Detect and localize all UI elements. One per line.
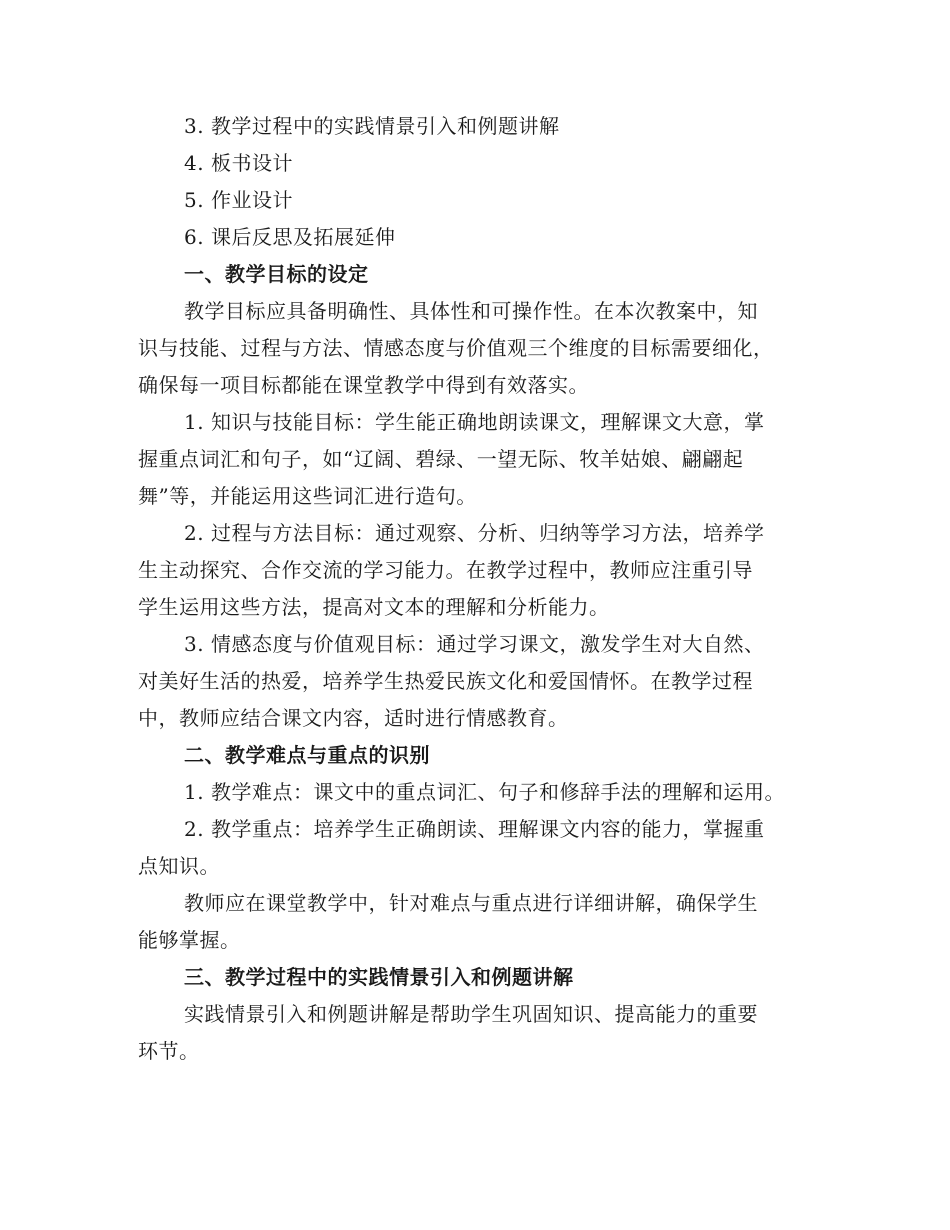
list-item: 5. 作业设计	[184, 188, 293, 212]
paragraph	[138, 515, 818, 626]
text-line: 教学目标应具备明确性、具体性和可操作性。在本次教案中，知	[184, 299, 758, 323]
text-line: 2. 过程与方法目标：通过观察、分析、归纳等学习方法，培养学	[184, 521, 765, 545]
section-heading: 一、教学目标的设定	[184, 262, 369, 286]
paragraph	[138, 626, 818, 737]
text-line: 生主动探究、合作交流的学习能力。在教学过程中，教师应注重引导	[138, 558, 753, 582]
list-item: 6. 课后反思及拓展延伸	[184, 225, 396, 249]
text-line: 能够掌握。	[138, 928, 241, 952]
text-line: 舞”等，并能运用这些词汇进行造句。	[138, 484, 477, 508]
text-line: 握重点词汇和句子，如“辽阔、碧绿、一望无际、牧羊姑娘、翩翩起	[138, 447, 744, 471]
text-line: 中，教师应结合课文内容，适时进行情感教育。	[138, 706, 569, 730]
text-line: 教师应在课堂教学中，针对难点与重点进行详细讲解，确保学生	[184, 891, 758, 915]
text-line: 识与技能、过程与方法、情感态度与价值观三个维度的目标需要细化，	[138, 336, 774, 360]
text-line: 环节。	[138, 1039, 200, 1063]
paragraph	[138, 885, 818, 959]
text-line: 2. 教学重点：培养学生正确朗读、理解课文内容的能力，掌握重	[184, 817, 765, 841]
text-line: 确保每一项目标都能在课堂教学中得到有效落实。	[138, 373, 589, 397]
section-heading: 三、教学过程中的实践情景引入和例题讲解	[184, 965, 574, 989]
document-body	[138, 108, 818, 1070]
list-item: 4. 板书设计	[184, 151, 293, 175]
paragraph	[138, 293, 818, 404]
text-line: 3. 情感态度与价值观目标：通过学习课文，激发学生对大自然、	[184, 632, 765, 656]
text-line: 学生运用这些方法，提高对文本的理解和分析能力。	[138, 595, 610, 619]
text-line: 点知识。	[138, 854, 220, 878]
paragraph	[138, 404, 818, 515]
paragraph	[138, 811, 818, 885]
text-line: 实践情景引入和例题讲解是帮助学生巩固知识、提高能力的重要	[184, 1002, 758, 1026]
list-item: 3. 教学过程中的实践情景引入和例题讲解	[184, 114, 560, 138]
text-line: 对美好生活的热爱，培养学生热爱民族文化和爱国情怀。在教学过程	[138, 669, 753, 693]
paragraph	[138, 996, 818, 1070]
section-heading: 二、教学难点与重点的识别	[184, 743, 430, 767]
text-line: 1. 知识与技能目标：学生能正确地朗读课文，理解课文大意，掌	[184, 410, 765, 434]
text-line: 1. 教学难点：课文中的重点词汇、句子和修辞手法的理解和运用。	[184, 780, 785, 804]
